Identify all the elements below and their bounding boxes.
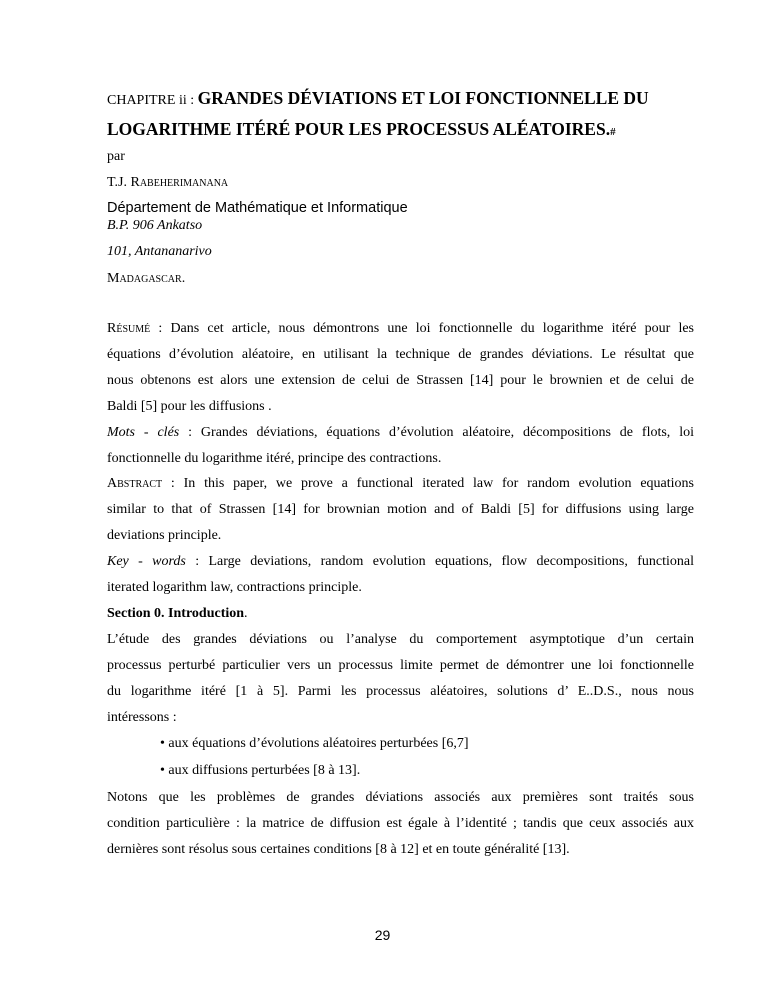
bullet-icon: •	[160, 763, 165, 778]
intro-para1-line-2: processus perturbé particulier vers un processus limite permet de démontrer une loi fonctionnelle	[107, 658, 694, 673]
list-item: • aux diffusions perturbées [8 à 13].	[160, 763, 361, 778]
page-number: 29	[374, 927, 391, 943]
abstract-en-line-3: deviations principle.	[107, 528, 222, 543]
author-address-2: 101, Antananarivo	[107, 244, 212, 259]
keywords-fr-line-2: fonctionnelle du logarithme itéré, principe des contractions.	[107, 451, 442, 466]
author-country: MADAGASCAR.	[107, 271, 186, 286]
chapter-title-part-1: GRANDES DÉVIATIONS ET LOI FONCTIONNELLE DU	[197, 88, 649, 108]
author-par: par	[107, 149, 125, 164]
intro-para2-line-2: condition particulière : la matrice de diffusion est égale à l’identité ; tandis que ceux associés aux	[107, 816, 694, 831]
author-department: Département de Mathématique et Informatique	[107, 200, 408, 216]
section-heading: Section 0. Introduction.	[107, 606, 248, 621]
intro-para1-line-1: L’étude des grandes déviations ou l’analyse du comportement asymptotique d’un certain	[107, 632, 694, 647]
author-name: T.J. RABEHERIMANANA	[107, 175, 229, 190]
chapter-title-line-2	[107, 117, 616, 144]
chapter-title-part-2: LOGARITHME ITÉRÉ POUR LES PROCESSUS ALÉATOIRES.	[107, 119, 611, 139]
intro-para2-line-1: Notons que les problèmes de grandes déviations associés aux premières sont traités sous	[107, 790, 694, 805]
chapter-title-line-1	[107, 86, 649, 113]
title-footnote-mark: #	[610, 126, 616, 138]
intro-para2-line-3: dernières sont résolus sous certaines conditions [8 à 12] et en toute généralité [13].	[107, 842, 570, 857]
abstract-fr-line-3: nous obtenons est alors une extension de celui de Strassen [14] pour le brownien et de celui de	[107, 373, 694, 388]
abstract-en-line-1: ABSTRACT : In this paper, we prove a functional iterated law for random evolution equations	[107, 476, 694, 491]
author-address-1: B.P. 906 Ankatso	[107, 218, 203, 233]
bullet-icon: •	[160, 736, 165, 751]
chapter-label: CHAPITRE ii :	[107, 93, 198, 108]
keywords-fr-line-1: Mots - clés : Grandes déviations, équations d’évolution aléatoire, décompositions de flots, loi	[107, 425, 694, 440]
abstract-fr-line-1: RÉSUMÉ : Dans cet article, nous démontrons une loi fonctionnelle du logarithme itéré pour les	[107, 321, 694, 336]
keywords-en-line-1: Key - words : Large deviations, random evolution equations, flow decompositions, functional	[107, 554, 694, 569]
abstract-fr-line-2: équations d’évolution aléatoire, en utilisant la technique de grandes déviations. Le résultat que	[107, 347, 694, 362]
intro-para1-line-4: intéressons :	[107, 710, 177, 725]
list-item: • aux équations d’évolutions aléatoires perturbées [6,7]	[160, 736, 469, 751]
abstract-fr-line-4: Baldi [5] pour les diffusions .	[107, 399, 272, 414]
intro-para1-line-3: du logarithme itéré [1 à 5]. Parmi les processus aléatoires, solutions d’ E..D.S., nous nous	[107, 684, 694, 699]
abstract-en-line-2: similar to that of Strassen [14] for brownian motion and of Baldi [5] for diffusions using large	[107, 502, 694, 517]
keywords-en-line-2: iterated logarithm law, contractions principle.	[107, 580, 362, 595]
